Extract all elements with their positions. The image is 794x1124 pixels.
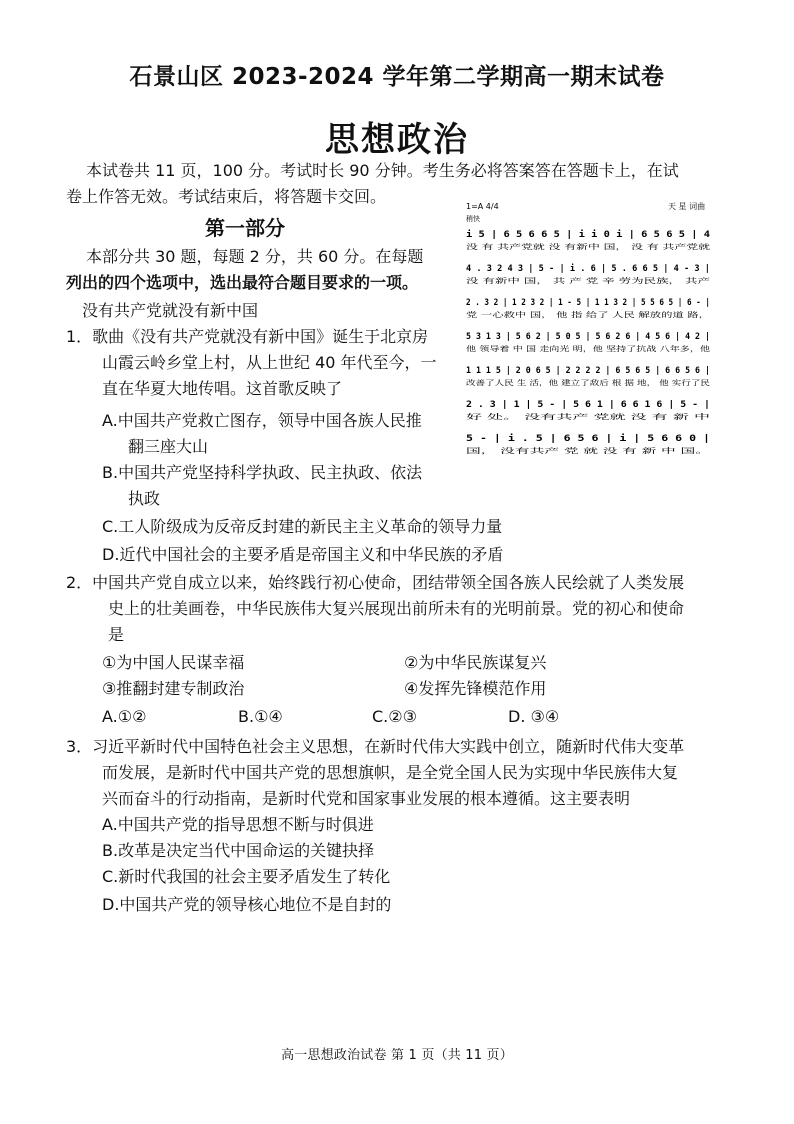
score-notes-row: 2 . 3 | 1 | 5 - | 5 6 1 | 6 6 1 6 | 5 - | [466, 400, 710, 410]
score-lyrics-row: 他 领导着 中 国 走向光 明，他 坚持了抗战 八年多，他 [466, 345, 636, 353]
q3-option-a: A.中国共产党的指导思想不断与时俱进 [102, 815, 374, 834]
section-desc-1: 本部分共 30 题，每题 2 分，共 60 分。在每题 [86, 247, 424, 266]
q1-option-b-2: 执政 [128, 489, 161, 508]
q3-option-b: B.改革是决定当代中国命运的关键抉择 [102, 841, 375, 860]
q2-item-3: ③推翻封建专制政治 [102, 679, 245, 698]
exam-title: 石景山区 2023-2024 学年第二学期高一期末试卷 [129, 64, 665, 90]
score-notes-row: 2 . 3 2 | 1 2 3 2 | 1 - 5 | 1 1 3 2 | 5 5 6 5 | 6 - | [466, 298, 710, 308]
q1-option-b-1: B.中国共产党坚持科学执政、民主执政、依法 [102, 463, 423, 482]
q1-stem-2: 山霞云岭乡堂上村，从上世纪 40 年代至今，一 [102, 353, 437, 372]
q2-stem-2: 史上的壮美画卷，中华民族伟大复兴展现出前所未有的光明前景。党的初心和使命 [108, 599, 685, 618]
q1-option-c: C.工人阶级成为反帝反封建的新民主主义革命的领导力量 [102, 517, 503, 536]
section-heading: 第一部分 [205, 216, 285, 240]
score-lyrics-row: 没 有新中 国， 共 产 党 辛 劳为民族， 共产 [466, 277, 603, 285]
score-notes-row: 5 - | i . 5 | 6 5 6 | i | 5 6 6 0 | [466, 434, 656, 444]
score-notes-row: 5 3 1 3 | 5 6 2 | 5 0 5 | 5 6 2 6 | 4 5 6 | 4 2 | [466, 332, 710, 342]
q2-item-2: ②为中华民族谋复兴 [404, 653, 547, 672]
q3-stem-2: 而发展，是新时代中国共产党的思想旗帜，是全党全国人民为实现中华民族伟大复 [102, 763, 679, 782]
section-desc-2: 列出的四个选项中，选出最符合题目要求的一项。 [66, 273, 419, 292]
q3-stem-1: 3．习近平新时代中国特色社会主义思想，在新时代伟大实践中创立，随新时代伟大变革 [66, 737, 685, 756]
q2-option-c: C.②③ [372, 707, 417, 726]
subject-title: 思想政治 [325, 120, 469, 160]
score-lyrics-row: 国， 没有共产 党 就 没 有 新 中 国。 [466, 447, 582, 455]
q2-item-1: ①为中国人民谋幸福 [102, 653, 245, 672]
q2-item-4: ④发挥先锋模范作用 [404, 679, 547, 698]
page-footer: 高一思想政治试卷 第 1 页（共 11 页） [281, 1048, 513, 1063]
score-notes-row: i 5 | 6 5 6 6 5 | i i 0 i | 6 5 6 5 | 4 [466, 230, 678, 240]
score-composer: 天 星 词曲 [668, 202, 706, 211]
q3-option-d: D.中国共产党的领导核心地位不是自封的 [102, 895, 392, 914]
q1-option-a-2: 翻三座大山 [128, 437, 209, 456]
intro-line-2: 卷上作答无效。考试结束后，将答题卡交回。 [66, 187, 387, 206]
q1-stem-3: 直在华夏大地传唱。这首歌反映了 [102, 379, 343, 398]
score-key: 1=A 4/4 [466, 202, 499, 211]
q1-option-d: D.近代中国社会的主要矛盾是帝国主义和中华民族的矛盾 [102, 545, 504, 564]
score-lyrics-row: 没 有 共产党就 没 有新中 国， 没 有 共产党就 [466, 243, 610, 251]
q3-option-c: C.新时代我国的社会主要矛盾发生了转化 [102, 867, 391, 886]
q1-option-a-1: A.中国共产党救亡图存，领导中国各族人民推 [102, 411, 422, 430]
topic-heading: 没有共产党就没有新中国 [82, 301, 259, 320]
song-score [462, 197, 721, 469]
q2-stem-3: 是 [108, 625, 125, 644]
score-lyrics-row: 好 处。 没有共产 党就 没 有 新 中 [466, 413, 573, 421]
q2-stem-1: 2．中国共产党自成立以来，始终践行初心使命，团结带领全国各族人民绘就了人类发展 [66, 573, 685, 592]
score-lyrics-row: 改善了人民 生 活，他 建立了敌后 根 据 地， 他 实行了民 [466, 379, 645, 387]
q2-option-a: A.①② [102, 707, 147, 726]
q3-stem-3: 兴而奋斗的行动指南，是新时代党和国家事业发展的根本遵循。这主要表明 [102, 789, 631, 808]
score-lyrics-row: 党 一心救中 国， 他 指 给了 人民 解放的道 路， [466, 311, 617, 319]
q2-option-d: D. ③④ [508, 707, 560, 726]
intro-line-1: 本试卷共 11 页，100 分。考试时长 90 分钟。考生务必将答案答在答题卡上，在试 [86, 161, 679, 180]
q2-option-b: B.①④ [238, 707, 283, 726]
score-notes-row: 1 1 1 5 | 2 0 6 5 | 2 2 2 2 | 6 5 6 5 | 6 6 5 6 | [466, 366, 710, 376]
q1-stem-1: 1．歌曲《没有共产党就没有新中国》诞生于北京房 [66, 327, 429, 346]
score-tempo: 稍快 [466, 215, 480, 223]
score-notes-row: 4 . 3 2 4 3 | 5 - | i . 6 | 5 . 6 6 5 | 4 - 3 | [466, 264, 721, 274]
